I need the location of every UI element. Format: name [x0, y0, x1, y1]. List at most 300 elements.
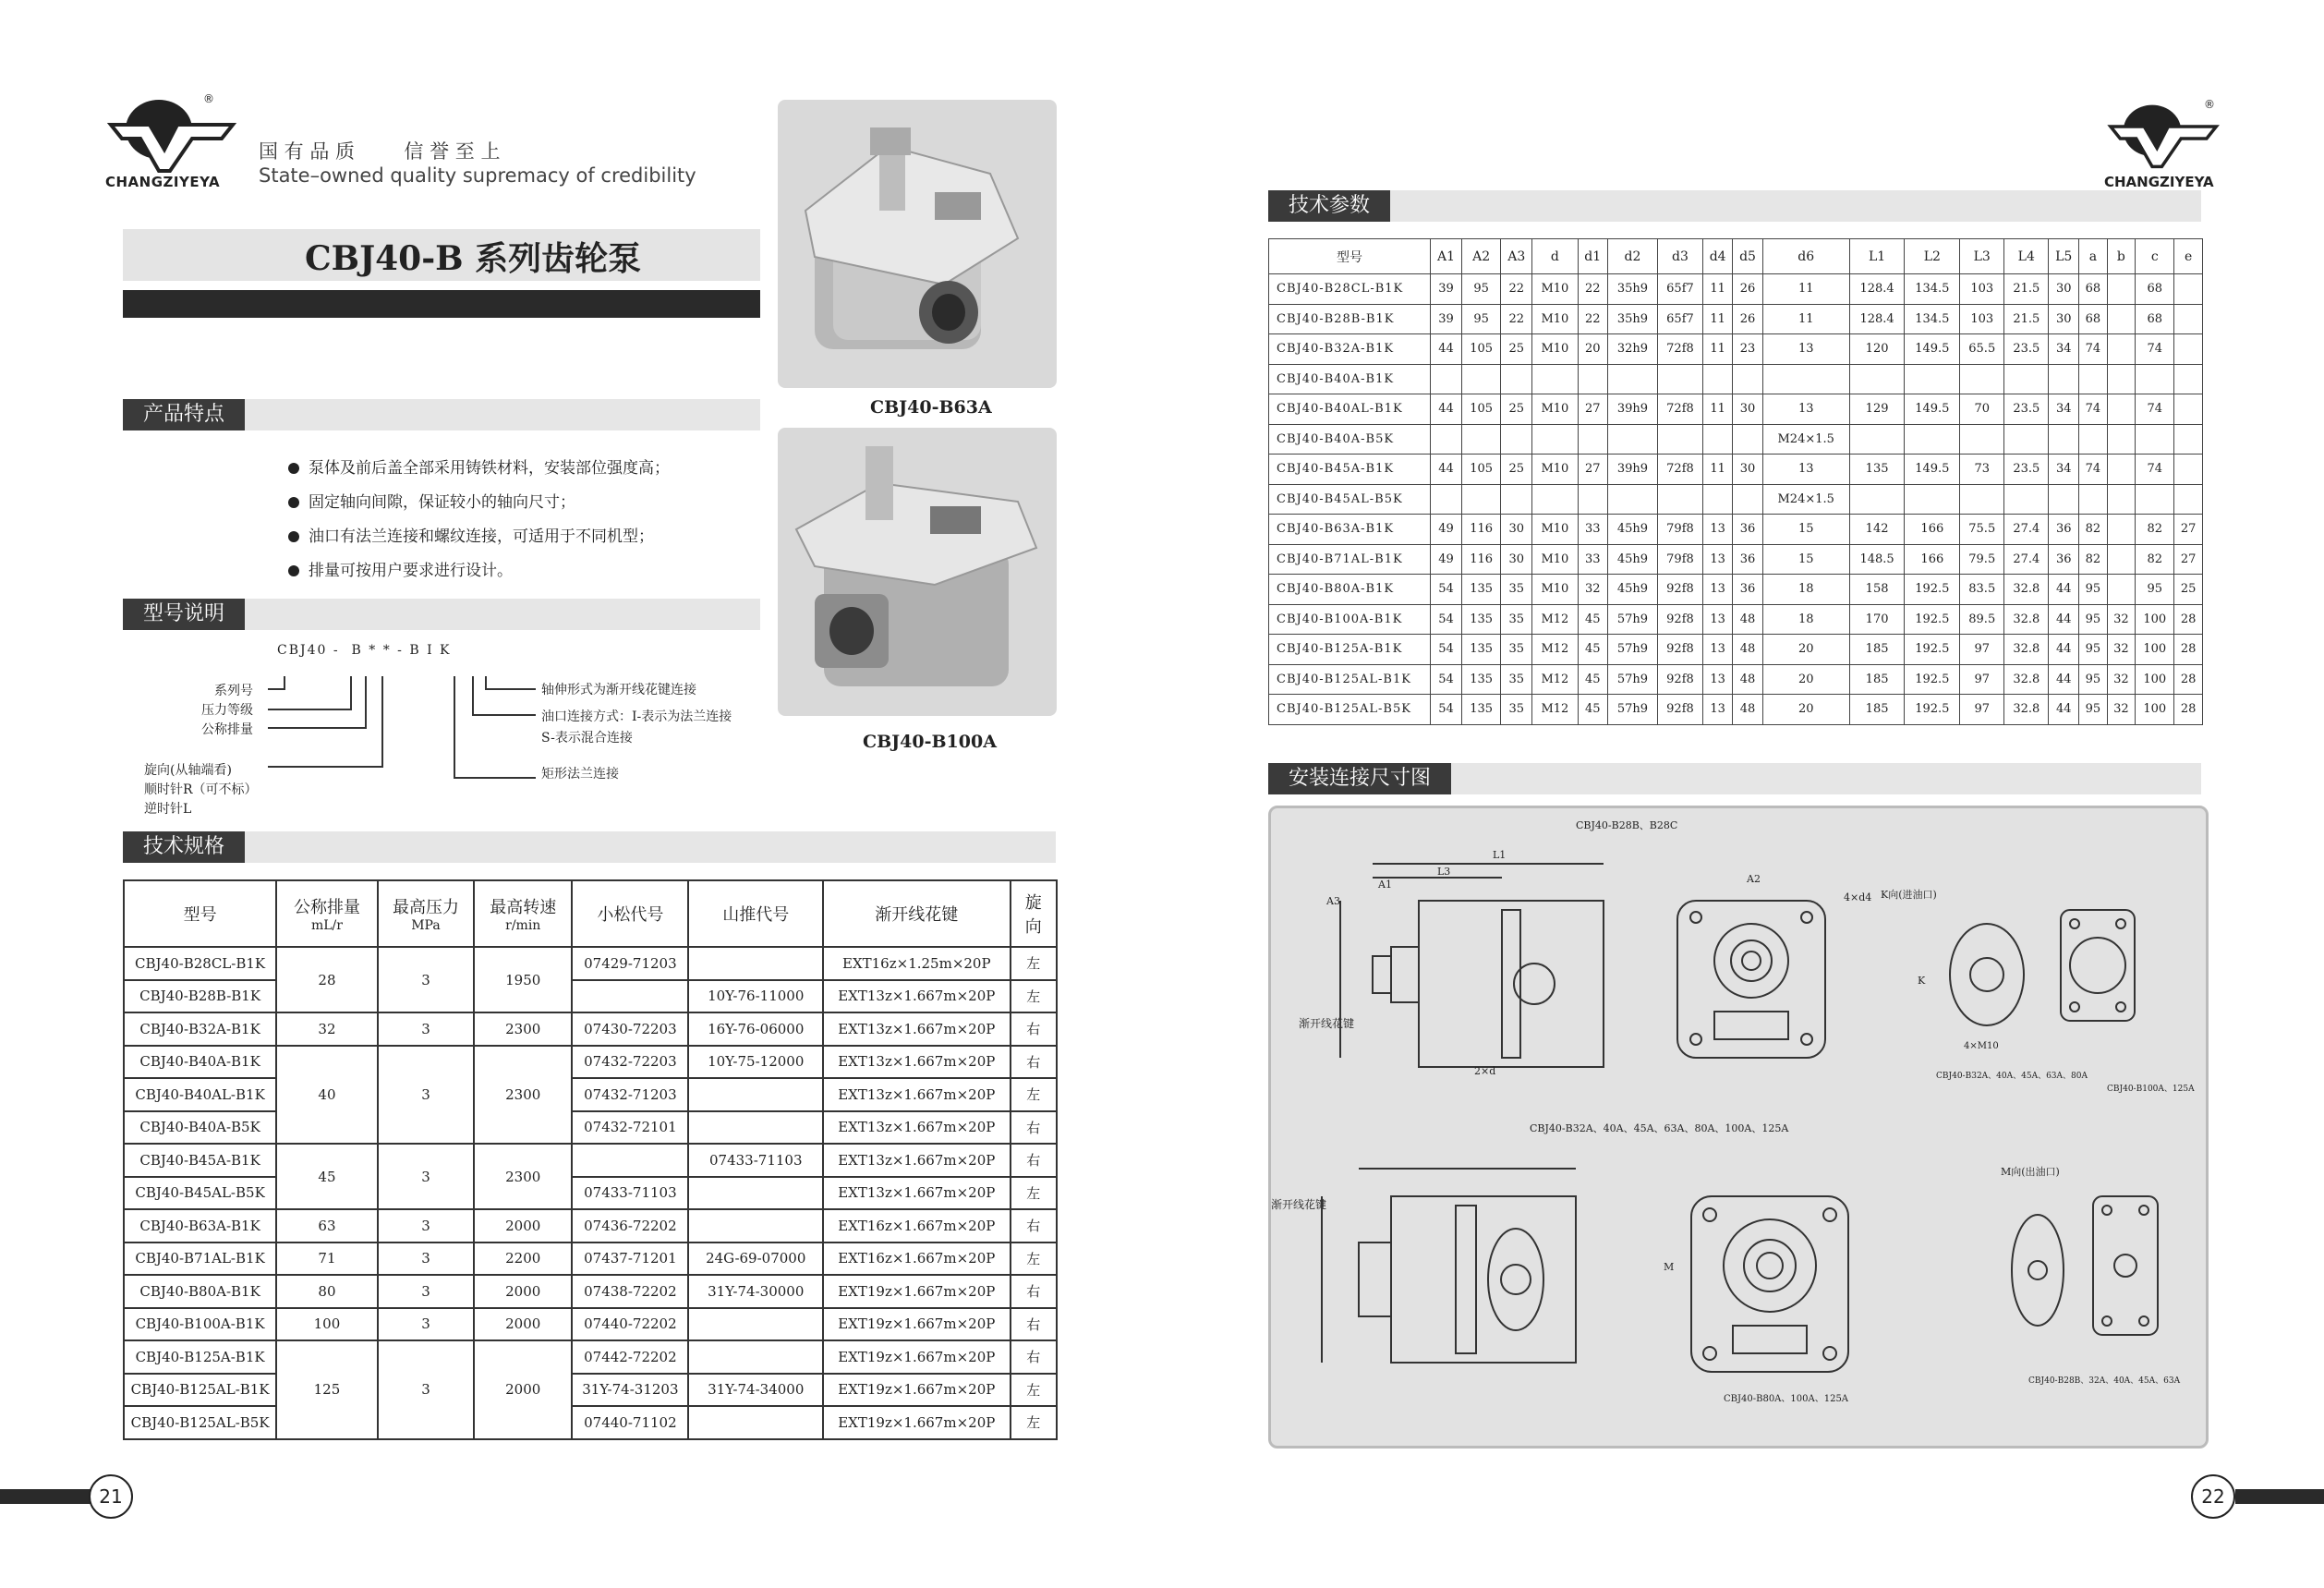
params-cell: 48	[1733, 664, 1762, 695]
params-cell: 82	[2079, 515, 2107, 545]
params-header-cell: L3	[1960, 239, 2004, 274]
params-cell: 13	[1762, 334, 1849, 365]
spec-cell: 2000	[474, 1340, 572, 1439]
params-cell: 13	[1702, 575, 1732, 605]
params-cell: 74	[2136, 455, 2174, 485]
spec-cell	[688, 1078, 823, 1111]
title-underbar	[123, 290, 760, 318]
params-cell	[2107, 394, 2135, 425]
params-cell: 185	[1849, 664, 1905, 695]
page-number-left: 21	[89, 1474, 133, 1519]
spec-col-komatsu: 小松代号	[572, 880, 688, 947]
params-cell: 15	[1762, 515, 1849, 545]
params-cell: 45h9	[1607, 515, 1657, 545]
spec-cell: 07432-71203	[572, 1078, 688, 1111]
params-cell: CBJ40-B32A-B1K	[1269, 334, 1431, 365]
params-cell: 149.5	[1905, 455, 1960, 485]
params-cell: 25	[1501, 455, 1532, 485]
params-cell	[2174, 364, 2203, 394]
params-cell: 28	[2174, 635, 2203, 665]
spec-cell: 右	[1011, 1340, 1058, 1374]
params-header-cell: 型号	[1269, 239, 1431, 274]
params-cell: 170	[1849, 604, 1905, 635]
params-cell: 135	[1462, 664, 1501, 695]
params-cell: 72f8	[1657, 455, 1702, 485]
params-cell: 39h9	[1607, 394, 1657, 425]
params-cell: 30	[1501, 515, 1532, 545]
params-cell: M10	[1532, 455, 1578, 485]
spec-row	[124, 1340, 1057, 1374]
params-cell: 25	[1501, 394, 1532, 425]
params-cell	[1431, 364, 1462, 394]
params-cell	[2174, 394, 2203, 425]
spec-cell: 左	[1011, 1374, 1058, 1407]
params-cell: 57h9	[1607, 664, 1657, 695]
params-cell: 116	[1462, 544, 1501, 575]
params-cell	[1960, 484, 2004, 515]
params-cell	[1501, 424, 1532, 455]
params-cell: CBJ40-B45AL-B5K	[1269, 484, 1431, 515]
params-cell	[1849, 484, 1905, 515]
params-cell: 25	[2174, 575, 2203, 605]
params-cell	[2174, 424, 2203, 455]
params-cell: 32	[2107, 695, 2135, 725]
install-drawing-panel	[1268, 806, 2209, 1449]
spec-cell: EXT19z×1.667m×20P	[823, 1340, 1010, 1374]
params-cell: 75.5	[1960, 515, 2004, 545]
params-cell: 74	[2136, 334, 2174, 365]
params-cell	[1431, 424, 1462, 455]
spec-row	[124, 1144, 1057, 1177]
params-row	[1269, 455, 2203, 485]
spec-cell: 右	[1011, 1209, 1058, 1243]
params-cell: 20	[1762, 635, 1849, 665]
params-cell: 135	[1462, 575, 1501, 605]
spec-cell: 2000	[474, 1209, 572, 1243]
params-cell: 30	[1733, 394, 1762, 425]
params-header-cell: L5	[2049, 239, 2079, 274]
params-cell: 72f8	[1657, 334, 1702, 365]
dim-4xd4: 4×d4	[1844, 891, 1872, 903]
params-table	[1268, 238, 2203, 725]
params-cell: 27	[2174, 544, 2203, 575]
spec-cell: 07429-71203	[572, 947, 688, 980]
params-cell: 74	[2079, 334, 2107, 365]
params-cell: 73	[1960, 455, 2004, 485]
spec-section-bar	[123, 831, 1056, 863]
params-cell: 79f8	[1657, 544, 1702, 575]
spec-cell	[688, 947, 823, 980]
params-cell: 39	[1431, 304, 1462, 334]
params-row	[1269, 664, 2203, 695]
spec-cell: 100	[276, 1308, 378, 1341]
pump-image-icon-2	[778, 428, 1057, 716]
params-header-cell: d4	[1702, 239, 1732, 274]
params-cell: 48	[1733, 635, 1762, 665]
spec-cell: 07440-71102	[572, 1406, 688, 1439]
params-cell	[1905, 484, 1960, 515]
params-cell: 192.5	[1905, 695, 1960, 725]
params-cell: CBJ40-B80A-B1K	[1269, 575, 1431, 605]
params-cell: 27	[2174, 515, 2203, 545]
bullet-icon	[288, 531, 299, 542]
params-cell: 105	[1462, 394, 1501, 425]
params-cell	[1905, 364, 1960, 394]
params-cell: 54	[1431, 635, 1462, 665]
dim-a2: A2	[1747, 873, 1761, 885]
params-cell	[2174, 334, 2203, 365]
params-cell: 11	[1762, 274, 1849, 305]
params-cell: 28	[2174, 695, 2203, 725]
product-photo-b100a	[778, 428, 1057, 716]
params-cell: 45h9	[1607, 544, 1657, 575]
params-cell: 32.8	[2004, 695, 2049, 725]
params-cell: 72f8	[1657, 394, 1702, 425]
spec-row	[124, 1374, 1057, 1407]
brand-name: CHANGZIYEYA	[105, 174, 221, 190]
params-cell	[1702, 364, 1732, 394]
params-cell: 11	[1702, 394, 1732, 425]
spec-cell: CBJ40-B80A-B1K	[124, 1275, 276, 1308]
bullet-icon	[288, 497, 299, 508]
spec-cell: 28	[276, 947, 378, 1012]
spec-cell: 右	[1011, 1046, 1058, 1079]
params-cell: 54	[1431, 664, 1462, 695]
params-cell: 27.4	[2004, 544, 2049, 575]
photo-caption-b100a: CBJ40-B100A	[863, 732, 997, 752]
spec-cell	[572, 980, 688, 1013]
params-header-cell: d3	[1657, 239, 1702, 274]
params-cell	[1607, 484, 1657, 515]
params-cell: M10	[1532, 274, 1578, 305]
params-cell: 33	[1578, 544, 1607, 575]
dim-4xm10: 4×M10	[1964, 1041, 1999, 1051]
params-cell: 13	[1702, 544, 1732, 575]
params-cell	[1462, 484, 1501, 515]
spec-cell: 右	[1011, 1308, 1058, 1341]
params-cell: 27	[1578, 455, 1607, 485]
spec-row	[124, 1078, 1057, 1111]
product-photo-b63a	[778, 100, 1057, 388]
params-cell	[2107, 304, 2135, 334]
params-cell: 13	[1762, 455, 1849, 485]
params-cell: CBJ40-B125AL-B1K	[1269, 664, 1431, 695]
params-cell: M12	[1532, 695, 1578, 725]
params-cell: 92f8	[1657, 604, 1702, 635]
spec-row	[124, 1177, 1057, 1210]
model-section-bar	[123, 599, 760, 630]
params-header-cell: A3	[1501, 239, 1532, 274]
spec-cell: 07430-72203	[572, 1012, 688, 1046]
spec-cell: 71	[276, 1243, 378, 1276]
params-cell: 100	[2136, 695, 2174, 725]
params-cell: 57h9	[1607, 635, 1657, 665]
params-cell: 13	[1702, 695, 1732, 725]
params-header-cell: A2	[1462, 239, 1501, 274]
spec-cell: 10Y-76-11000	[688, 980, 823, 1013]
spec-cell: 2000	[474, 1308, 572, 1341]
params-cell: 134.5	[1905, 274, 1960, 305]
params-cell: 68	[2136, 274, 2174, 305]
spec-cell: 31Y-74-34000	[688, 1374, 823, 1407]
dim-a3: A3	[1326, 895, 1340, 907]
params-cell: 100	[2136, 635, 2174, 665]
params-cell: 26	[1733, 274, 1762, 305]
spec-cell: CBJ40-B45A-B1K	[124, 1144, 276, 1177]
spec-cell: 右	[1011, 1111, 1058, 1145]
params-cell: 142	[1849, 515, 1905, 545]
params-cell	[1960, 424, 2004, 455]
params-cell	[1532, 484, 1578, 515]
spec-cell: CBJ40-B71AL-B1K	[124, 1243, 276, 1276]
params-row	[1269, 575, 2203, 605]
spec-cell: 07437-71201	[572, 1243, 688, 1276]
spec-cell: CBJ40-B125AL-B1K	[124, 1374, 276, 1407]
model-left-labels: 系列号 压力等级 公称排量	[201, 684, 253, 737]
params-cell: 166	[1905, 515, 1960, 545]
params-row	[1269, 695, 2203, 725]
feature-item: 泵体及前后盖全部采用铸铁材料，安装部位强度高；	[288, 455, 670, 478]
params-cell: M10	[1532, 575, 1578, 605]
params-cell: M12	[1532, 664, 1578, 695]
spec-table	[123, 879, 1058, 1440]
spec-cell: EXT19z×1.667m×20P	[823, 1275, 1010, 1308]
params-cell: M24×1.5	[1762, 424, 1849, 455]
params-cell	[1462, 424, 1501, 455]
params-cell: M10	[1532, 304, 1578, 334]
feature-item: 固定轴向间隙，保证较小的轴向尺寸；	[288, 489, 670, 512]
params-cell: 95	[2079, 695, 2107, 725]
params-cell: CBJ40-B40AL-B1K	[1269, 394, 1431, 425]
dim-a1: A1	[1378, 879, 1392, 891]
brand-reg-mark: ®	[203, 92, 214, 105]
spec-cell	[688, 1209, 823, 1243]
install-heading: 安装连接尺寸图	[1268, 763, 1451, 794]
params-cell: 45	[1578, 695, 1607, 725]
params-cell: 158	[1849, 575, 1905, 605]
params-cell: CBJ40-B125AL-B5K	[1269, 695, 1431, 725]
dim-l3: L3	[1437, 866, 1451, 878]
spec-cell: 32	[276, 1012, 378, 1046]
params-cell: 32.8	[2004, 604, 2049, 635]
params-cell: CBJ40-B28B-B1K	[1269, 304, 1431, 334]
params-cell: 100	[2136, 664, 2174, 695]
spec-cell: 3	[378, 1012, 474, 1046]
params-cell: M24×1.5	[1762, 484, 1849, 515]
params-cell: 129	[1849, 394, 1905, 425]
spec-cell	[688, 1177, 823, 1210]
params-cell: 185	[1849, 635, 1905, 665]
params-cell: 128.4	[1849, 304, 1905, 334]
logo-mark-icon	[103, 92, 242, 185]
spec-cell: 3	[378, 1209, 474, 1243]
page-number-right: 22	[2191, 1474, 2235, 1519]
params-row	[1269, 364, 2203, 394]
params-cell	[2174, 274, 2203, 305]
params-cell	[1657, 484, 1702, 515]
params-cell: 49	[1431, 544, 1462, 575]
params-cell: 44	[2049, 664, 2079, 695]
params-cell: 92f8	[1657, 664, 1702, 695]
params-cell: 97	[1960, 635, 2004, 665]
params-cell: 70	[1960, 394, 2004, 425]
params-cell: 45	[1578, 604, 1607, 635]
params-cell	[2174, 304, 2203, 334]
spec-cell: 3	[378, 947, 474, 1012]
params-cell: CBJ40-B63A-B1K	[1269, 515, 1431, 545]
spec-cell: CBJ40-B40A-B5K	[124, 1111, 276, 1145]
params-cell: 33	[1578, 515, 1607, 545]
brand-reg-mark: ®	[2204, 98, 2215, 111]
params-cell	[2079, 424, 2107, 455]
params-cell: 45h9	[1607, 575, 1657, 605]
params-header-cell: a	[2079, 239, 2107, 274]
params-cell	[1733, 424, 1762, 455]
params-cell: 25	[1501, 334, 1532, 365]
spec-cell: EXT19z×1.667m×20P	[823, 1308, 1010, 1341]
params-row	[1269, 424, 2203, 455]
params-cell: 44	[1431, 394, 1462, 425]
params-cell: 20	[1578, 334, 1607, 365]
params-cell: 36	[1733, 575, 1762, 605]
spec-cell: 07442-72202	[572, 1340, 688, 1374]
spec-cell: 07436-72202	[572, 1209, 688, 1243]
brand-logo-right	[2104, 98, 2243, 200]
spec-cell: 07432-72203	[572, 1046, 688, 1079]
params-cell: 57h9	[1607, 695, 1657, 725]
spec-cell: CBJ40-B125A-B1K	[124, 1340, 276, 1374]
params-row	[1269, 484, 2203, 515]
params-cell	[1657, 364, 1702, 394]
params-cell: 32h9	[1607, 334, 1657, 365]
drawing-spline-1: 渐开线花键	[1299, 1017, 1355, 1030]
params-cell	[1462, 364, 1501, 394]
params-header-cell: c	[2136, 239, 2174, 274]
params-cell: 21.5	[2004, 274, 2049, 305]
params-cell: 34	[2049, 455, 2079, 485]
params-cell: 20	[1762, 664, 1849, 695]
spec-row	[124, 1308, 1057, 1341]
spec-cell: EXT19z×1.667m×20P	[823, 1374, 1010, 1407]
spec-cell: 左	[1011, 980, 1058, 1013]
spec-cell: 31Y-74-31203	[572, 1374, 688, 1407]
feature-item: 油口有法兰连接和螺纹连接，可适用于不同机型；	[288, 523, 670, 546]
params-cell: 11	[1702, 274, 1732, 305]
params-cell	[2107, 364, 2135, 394]
spec-col-displacement: 公称排量 mL/r	[276, 880, 378, 947]
params-cell: 92f8	[1657, 575, 1702, 605]
params-cell: 49	[1431, 515, 1462, 545]
params-cell: CBJ40-B125A-B1K	[1269, 635, 1431, 665]
params-cell: 89.5	[1960, 604, 2004, 635]
params-cell: 30	[1733, 455, 1762, 485]
params-cell: 32.8	[2004, 635, 2049, 665]
params-cell: 105	[1462, 455, 1501, 485]
params-cell: 36	[1733, 544, 1762, 575]
params-cell: 21.5	[2004, 304, 2049, 334]
params-cell: 35h9	[1607, 274, 1657, 305]
params-cell: 20	[1762, 695, 1849, 725]
params-cell: 28	[2174, 664, 2203, 695]
params-section-bar	[1268, 190, 2201, 222]
spec-cell	[688, 1111, 823, 1145]
spec-cell: 左	[1011, 1177, 1058, 1210]
spec-cell: 2300	[474, 1012, 572, 1046]
params-cell: 44	[2049, 695, 2079, 725]
params-header-cell: L1	[1849, 239, 1905, 274]
spec-cell: 3	[378, 1275, 474, 1308]
drawing-k-view: K向(进油口)	[1881, 889, 1937, 901]
params-cell: M10	[1532, 515, 1578, 545]
spec-row	[124, 1046, 1057, 1079]
drawing-mid-title: CBJ40-B32A、40A、45A、63A、80A、100A、125A	[1530, 1122, 1789, 1134]
params-cell	[2004, 484, 2049, 515]
params-row	[1269, 394, 2203, 425]
params-cell: 13	[1702, 515, 1732, 545]
spec-cell: 2000	[474, 1275, 572, 1308]
spec-cell: 1950	[474, 947, 572, 1012]
bullet-icon	[288, 463, 299, 474]
drawing-cap-4: CBJ40-B28B、32A、40A、45A、63A	[2028, 1376, 2181, 1386]
params-cell	[2107, 484, 2135, 515]
params-cell	[1607, 424, 1657, 455]
params-cell: 13	[1702, 635, 1732, 665]
params-cell: 97	[1960, 664, 2004, 695]
spec-cell: 右	[1011, 1275, 1058, 1308]
spec-cell: 3	[378, 1340, 474, 1439]
params-cell: 44	[1431, 455, 1462, 485]
spec-col-model: 型号	[124, 880, 276, 947]
params-cell: 23.5	[2004, 334, 2049, 365]
params-cell: 13	[1762, 394, 1849, 425]
params-heading: 技术参数	[1268, 190, 1390, 222]
params-cell: 22	[1578, 274, 1607, 305]
spec-cell: 右	[1011, 1144, 1058, 1177]
spec-cell: CBJ40-B100A-B1K	[124, 1308, 276, 1341]
params-cell: 23.5	[2004, 455, 2049, 485]
params-cell: 128.4	[1849, 274, 1905, 305]
params-cell: 120	[1849, 334, 1905, 365]
params-cell	[1657, 424, 1702, 455]
params-cell	[2107, 274, 2135, 305]
drawing-m-view: M向(出油口)	[2001, 1166, 2060, 1178]
features-heading: 产品特点	[123, 399, 245, 430]
params-cell	[2107, 455, 2135, 485]
spec-cell: 右	[1011, 1012, 1058, 1046]
params-cell: 18	[1762, 575, 1849, 605]
model-code-leader-lines	[259, 658, 554, 806]
spec-cell: 07433-71103	[688, 1144, 823, 1177]
params-cell: 95	[2079, 575, 2107, 605]
params-header-cell: d2	[1607, 239, 1657, 274]
params-header-cell: L2	[1905, 239, 1960, 274]
params-cell	[1532, 424, 1578, 455]
params-cell: 82	[2136, 544, 2174, 575]
feature-item: 排量可按用户要求进行设计。	[288, 557, 670, 580]
params-cell: 103	[1960, 304, 2004, 334]
params-cell	[1607, 364, 1657, 394]
params-cell	[1431, 484, 1462, 515]
params-cell: M10	[1532, 334, 1578, 365]
params-cell: 135	[1849, 455, 1905, 485]
params-cell: 35	[1501, 635, 1532, 665]
spec-cell: EXT13z×1.667m×20P	[823, 1012, 1010, 1046]
params-cell: 97	[1960, 695, 2004, 725]
params-cell: 65f7	[1657, 304, 1702, 334]
params-cell: M12	[1532, 604, 1578, 635]
params-cell: 44	[2049, 604, 2079, 635]
spec-row	[124, 947, 1057, 980]
